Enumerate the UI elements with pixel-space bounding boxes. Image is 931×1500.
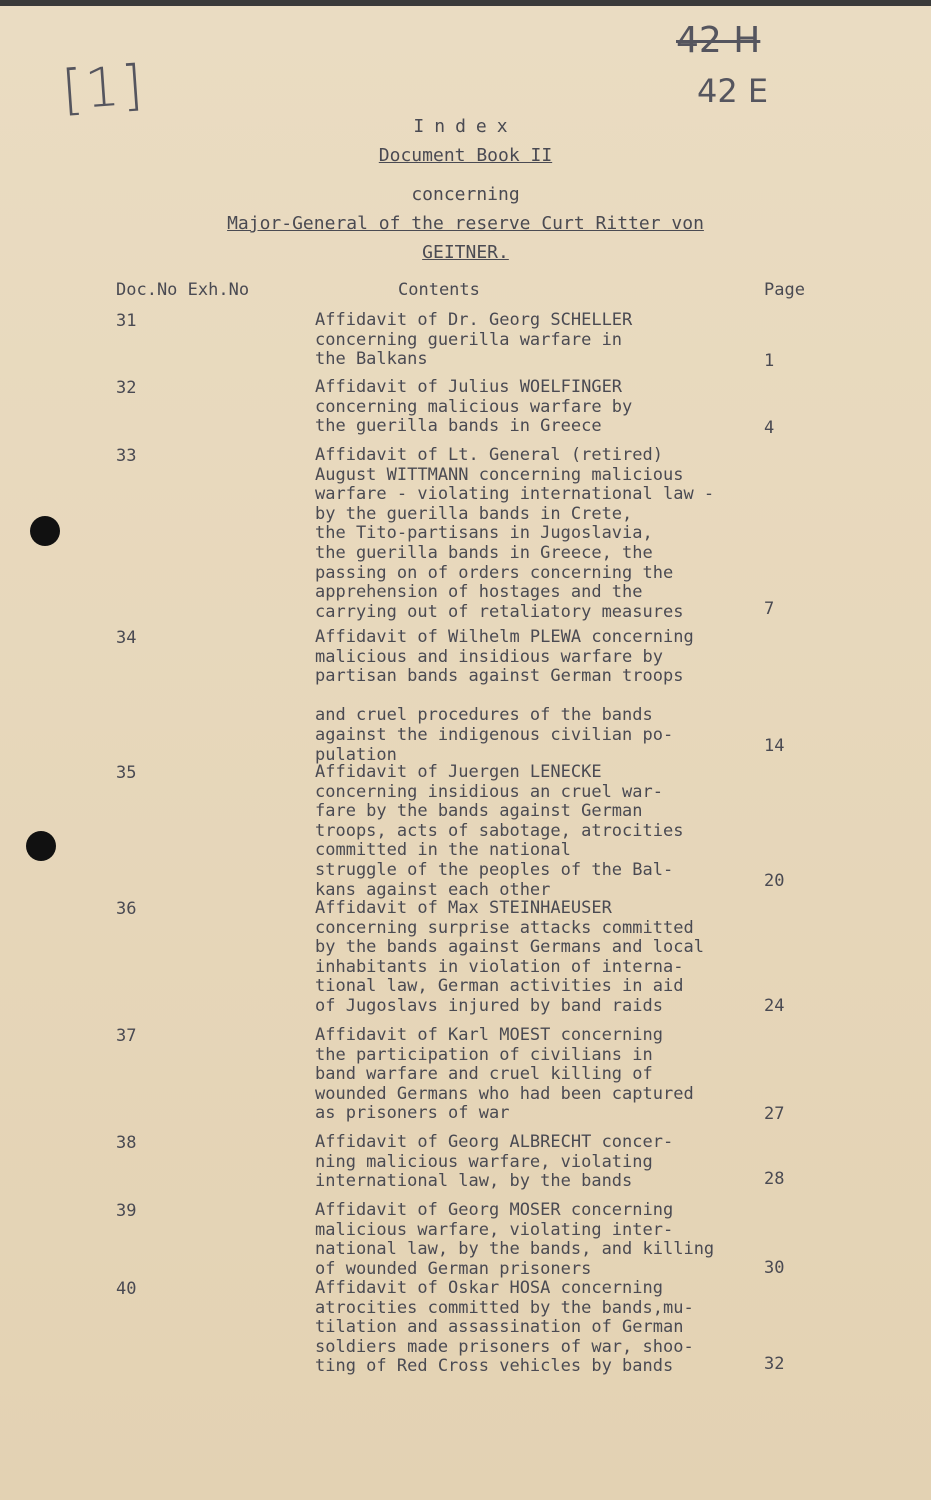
entry-page: 7 — [764, 599, 775, 619]
scan-edge — [0, 0, 931, 6]
entry-contents: Affidavit of Lt. General (retired) August WITTMANN concerning malicious warfare - violating international law - by the guerilla bands in Crete, the Tito-partisans in Jugoslavia, the guerilla bands in Greece, the passing on of orders concerning the apprehension of hostages and the carrying out of retaliatory measures — [315, 445, 715, 622]
entry-contents: Affidavit of Julius WOELFINGER concerning malicious warfare by the guerilla bands in Greece — [315, 377, 633, 437]
entry-contents: Affidavit of Georg ALBRECHT concer- ning malicious warfare, violating international law, by the bands — [315, 1132, 674, 1192]
defendant-rank: Major-General of the reserve Curt Ritter von — [227, 213, 704, 234]
entry-doc-no: 40 — [116, 1279, 137, 1299]
entry-page: 14 — [764, 736, 785, 756]
entry-page: 1 — [764, 351, 775, 371]
entry-doc-no: 36 — [116, 899, 137, 919]
concerning-label: concerning — [411, 184, 520, 205]
punch-hole — [26, 831, 56, 861]
entry-contents: Affidavit of Karl MOEST concerning the participation of civilians in band warfare and cruel killing of wounded Germans who had been captured as prisoners of war — [315, 1025, 694, 1124]
entry-contents: Affidavit of Max STEINHAEUSER concerning surprise attacks committed by the bands against Germans and local inhabitants in violation of interna- tional law, German activities in aid of Jugoslavs injured by band raids — [315, 898, 704, 1016]
entry-page: 27 — [764, 1104, 785, 1124]
entry-doc-no: 38 — [116, 1133, 137, 1153]
handwritten-number: 42 E — [697, 72, 769, 110]
entry-contents: Affidavit of Oskar HOSA concerning atrocities committed by the bands,mu- tilation and assassination of German soldiers made prisoners of war, shoo- ting of Red Cross vehicles by bands — [315, 1278, 694, 1377]
entry-doc-no: 32 — [116, 378, 137, 398]
handwritten-bracket: [1] — [59, 53, 147, 122]
entry-doc-no: 35 — [116, 763, 137, 783]
entry-page: 20 — [764, 871, 785, 891]
entry-page: 4 — [764, 418, 775, 438]
entry-doc-no: 34 — [116, 628, 137, 648]
entry-contents: Affidavit of Juergen LENECKE concerning insidious an cruel war- fare by the bands against German troops, acts of sabotage, atrocities committed in the national struggle of the peoples of the Bal- kans against each other — [315, 762, 684, 900]
column-header-contents: Contents — [398, 280, 480, 300]
index-title: Index — [413, 116, 518, 137]
entry-page: 28 — [764, 1169, 785, 1189]
entry-page: 32 — [764, 1354, 785, 1374]
entry-page: 30 — [764, 1258, 785, 1278]
entry-page: 24 — [764, 996, 785, 1016]
book-title: Document Book II — [378, 145, 553, 166]
entry-contents: Affidavit of Dr. Georg SCHELLER concerning guerilla warfare in the Balkans — [315, 310, 633, 370]
entry-contents: Affidavit of Georg MOSER concerning malicious warfare, violating inter- national law, by the bands, and killing of wounded German prisoners — [315, 1200, 715, 1279]
punch-hole — [30, 516, 60, 546]
entry-contents: Affidavit of Wilhelm PLEWA concerning malicious and insidious warfare by partisan bands against German troops and cruel procedures of the bands against the indigenous civilian po- pulation — [315, 627, 694, 765]
handwritten-number-struck: 42 H — [676, 20, 761, 61]
entry-doc-no: 33 — [116, 446, 137, 466]
entry-doc-no: 31 — [116, 311, 137, 331]
defendant-name: GEITNER. — [422, 242, 509, 263]
column-header-doc-no: Doc.No Exh.No — [116, 280, 250, 300]
entry-doc-no: 37 — [116, 1026, 137, 1046]
entry-doc-no: 39 — [116, 1201, 137, 1221]
column-header-page: Page — [764, 280, 805, 300]
